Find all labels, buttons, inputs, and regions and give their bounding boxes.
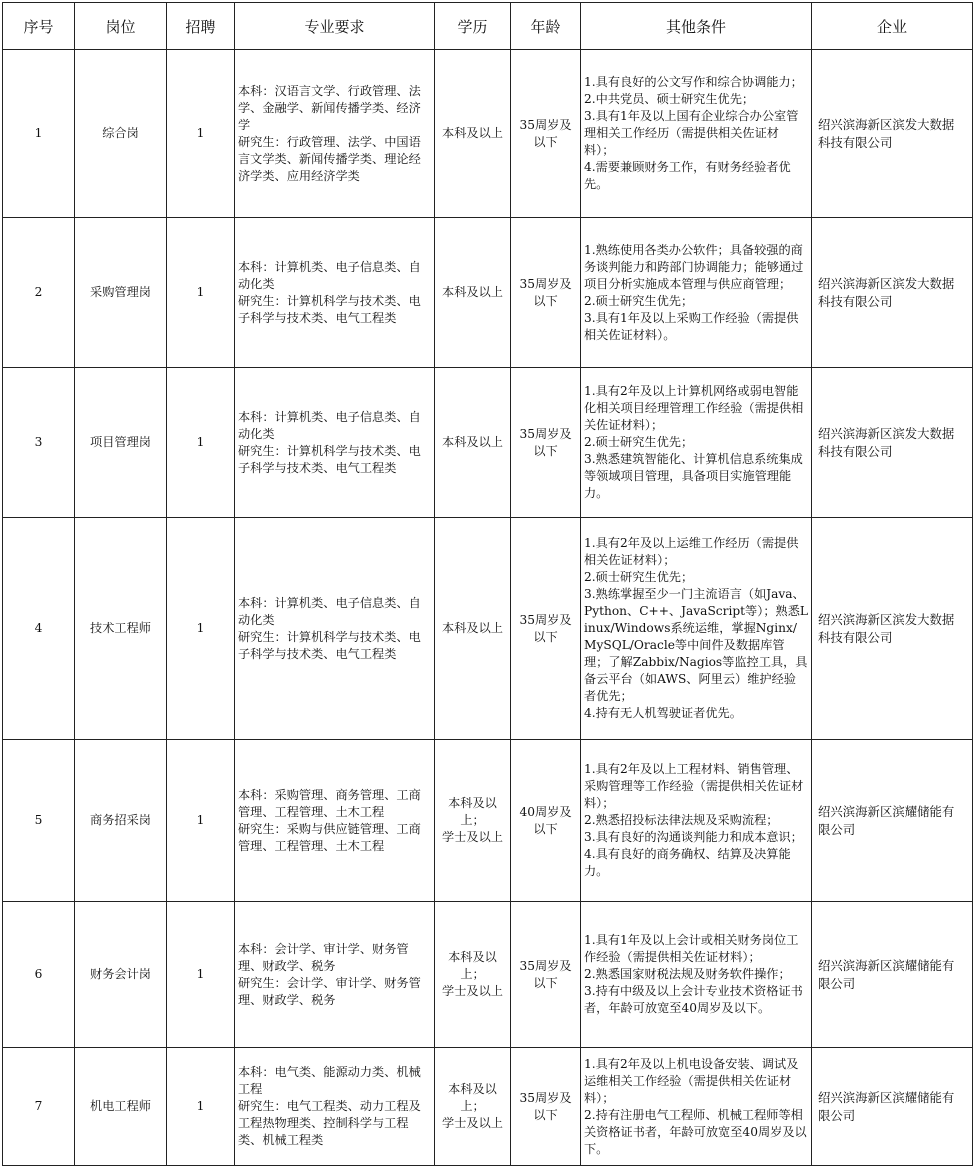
table-row: [3, 368, 973, 518]
row-count: 1: [167, 518, 235, 740]
row-conditions: 1.具有良好的公文写作和综合协调能力； 2.中共党员、硕士研究生优先； 3.具有1年及以上国有企业综合办公室管理相关工作经历（需提供相关佐证材料）； 4.需要兼顾财务工作，有财务经验者优先。: [581, 50, 812, 218]
row-age: 40周岁及以下: [511, 740, 581, 902]
row-age: 35周岁及以下: [511, 218, 581, 368]
row-education: 本科及以上: [435, 518, 511, 740]
row-no: 3: [3, 368, 75, 518]
row-conditions: 1.熟练使用各类办公软件；具备较强的商务谈判能力和跨部门协调能力；能够通过项目分析实施成本管理与供应商管理； 2.硕士研究生优先； 3.具有1年及以上采购工作经验（需提供相关佐证材料）。: [581, 218, 812, 368]
table-row: [3, 218, 973, 368]
header-count: 招聘: [167, 3, 235, 50]
row-major: 本科：汉语言文学、行政管理、法学、金融学、新闻传播学类、经济学 研究生：行政管理、法学、中国语言文学类、新闻传播学类、理论经济学类、应用经济学类: [235, 50, 435, 218]
row-education: 本科及以上: [435, 218, 511, 368]
row-major: 本科：计算机类、电子信息类、自动化类 研究生：计算机科学与技术类、电子科学与技术类、电气工程类: [235, 368, 435, 518]
row-no: 4: [3, 518, 75, 740]
row-age: 35周岁及以下: [511, 902, 581, 1048]
recruitment-table: [2, 2, 973, 1166]
table-row: [3, 1048, 973, 1166]
row-no: 1: [3, 50, 75, 218]
row-count: 1: [167, 740, 235, 902]
row-conditions: 1.具有2年及以上计算机网络或弱电智能化相关项目经理管理工作经验（需提供相关佐证材料）； 2.硕士研究生优先； 3.熟悉建筑智能化、计算机信息系统集成等领域项目管理，具备项目实施管理能力。: [581, 368, 812, 518]
row-age: 35周岁及以下: [511, 50, 581, 218]
row-position: 商务招采岗: [75, 740, 167, 902]
header-no: 序号: [3, 3, 75, 50]
row-position: 财务会计岗: [75, 902, 167, 1048]
row-position: 项目管理岗: [75, 368, 167, 518]
row-count: 1: [167, 368, 235, 518]
row-age: 35周岁及以下: [511, 518, 581, 740]
row-company: 绍兴滨海新区滨发大数据科技有限公司: [812, 368, 973, 518]
row-position: 技术工程师: [75, 518, 167, 740]
row-conditions: 1.具有2年及以上运维工作经历（需提供相关佐证材料）； 2.硕士研究生优先； 3.熟练掌握至少一门主流语言（如Java、Python、C++、JavaScript等）；熟悉Linux/Windows系统运维，掌握Nginx/MySQL/Oracle等中间件及数据库管理；了解Zabbix/Nagios等监控工具，具备云平台（如AWS、阿里云）维护经验者优先； 4.持有无人机驾驶证者优先。: [581, 518, 812, 740]
table-row: [3, 740, 973, 902]
row-company: 绍兴滨海新区滨发大数据科技有限公司: [812, 518, 973, 740]
row-major: 本科：采购管理、商务管理、工商管理、工程管理、土木工程 研究生：采购与供应链管理、工商管理、工程管理、土木工程: [235, 740, 435, 902]
header-company: 企业: [812, 3, 973, 50]
row-count: 1: [167, 1048, 235, 1166]
row-major: 本科：计算机类、电子信息类、自动化类 研究生：计算机科学与技术类、电子科学与技术类、电气工程类: [235, 218, 435, 368]
table-row: [3, 518, 973, 740]
row-count: 1: [167, 50, 235, 218]
row-education: 本科及以上； 学士及以上: [435, 740, 511, 902]
row-company: 绍兴滨海新区滨发大数据科技有限公司: [812, 50, 973, 218]
row-no: 6: [3, 902, 75, 1048]
row-position: 采购管理岗: [75, 218, 167, 368]
row-no: 2: [3, 218, 75, 368]
row-education: 本科及以上: [435, 368, 511, 518]
header-conditions: 其他条件: [581, 3, 812, 50]
row-company: 绍兴滨海新区滨耀储能有限公司: [812, 1048, 973, 1166]
row-conditions: 1.具有2年及以上机电设备安装、调试及运维相关工作经验（需提供相关佐证材料）； 2.持有注册电气工程师、机械工程师等相关资格证书者，年龄可放宽至40周岁及以下。: [581, 1048, 812, 1166]
row-education: 本科及以上； 学士及以上: [435, 902, 511, 1048]
row-company: 绍兴滨海新区滨耀储能有限公司: [812, 740, 973, 902]
header-age: 年龄: [511, 3, 581, 50]
row-count: 1: [167, 902, 235, 1048]
row-major: 本科：计算机类、电子信息类、自动化类 研究生：计算机科学与技术类、电子科学与技术类、电气工程类: [235, 518, 435, 740]
table-row: [3, 902, 973, 1048]
header-education: 学历: [435, 3, 511, 50]
header-major: 专业要求: [235, 3, 435, 50]
row-conditions: 1.具有2年及以上工程材料、销售管理、采购管理等工作经验（需提供相关佐证材料）； 2.熟悉招投标法律法规及采购流程； 3.具有良好的沟通谈判能力和成本意识； 4.具有良好的商务确权、结算及决算能力。: [581, 740, 812, 902]
row-position: 机电工程师: [75, 1048, 167, 1166]
row-position: 综合岗: [75, 50, 167, 218]
row-count: 1: [167, 218, 235, 368]
header-position: 岗位: [75, 3, 167, 50]
row-education: 本科及以上； 学士及以上: [435, 1048, 511, 1166]
row-no: 5: [3, 740, 75, 902]
row-major: 本科：会计学、审计学、财务管理、财政学、税务 研究生：会计学、审计学、财务管理、财政学、税务: [235, 902, 435, 1048]
row-company: 绍兴滨海新区滨发大数据科技有限公司: [812, 218, 973, 368]
row-conditions: 1.具有1年及以上会计或相关财务岗位工作经验（需提供相关佐证材料）； 2.熟悉国家财税法规及财务软件操作； 3.持有中级及以上会计专业技术资格证书者，年龄可放宽至40周岁及以下。: [581, 902, 812, 1048]
row-no: 7: [3, 1048, 75, 1166]
row-age: 35周岁及以下: [511, 1048, 581, 1166]
row-education: 本科及以上: [435, 50, 511, 218]
header-row: [3, 3, 973, 50]
row-company: 绍兴滨海新区滨耀储能有限公司: [812, 902, 973, 1048]
row-age: 35周岁及以下: [511, 368, 581, 518]
row-major: 本科：电气类、能源动力类、机械工程 研究生：电气工程类、动力工程及工程热物理类、控制科学与工程类、机械工程类: [235, 1048, 435, 1166]
table-row: [3, 50, 973, 218]
